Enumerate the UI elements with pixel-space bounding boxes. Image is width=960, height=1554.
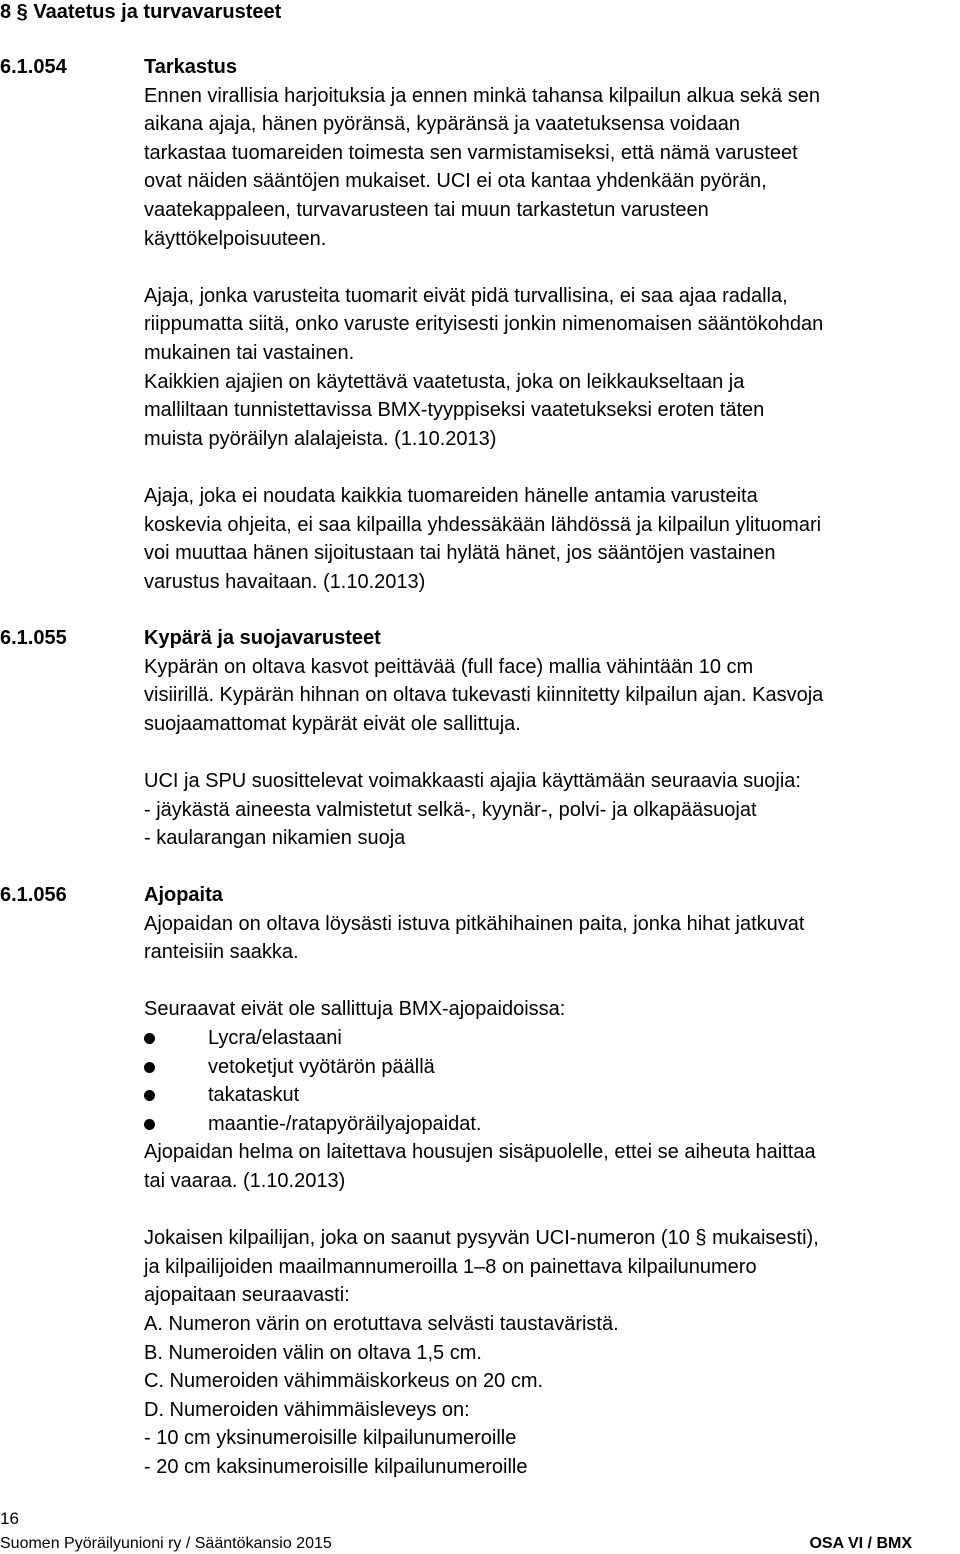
paragraph-line: varustus havaitaan. (1.10.2013)	[144, 570, 426, 593]
paragraph-line: käyttökelpoisuuteen.	[144, 227, 327, 250]
paragraph-line: voi muuttaa hänen sijoitustaan tai hylätä hänet, jos sääntöjen vastainen	[144, 542, 776, 565]
section-kypara	[144, 624, 956, 853]
paragraph-line: - jäykästä aineesta valmistetut selkä-, kyynär-, polvi- ja olkapääsuojat	[144, 798, 757, 821]
paragraph-line: C. Numeroiden vähimmäiskorkeus on 20 cm.	[144, 1370, 544, 1393]
paragraph-line: Kypärän on oltava kasvot peittävää (full face) mallia vähintään 10 cm	[144, 655, 754, 678]
paragraph-line: Ajopaidan helma on laitettava housujen sisäpuolelle, ettei se aiheuta haittaa	[144, 1141, 816, 1164]
paragraph-line: tarkastaa tuomareiden toimesta sen varmistamiseksi, että nämä varusteet	[144, 141, 798, 164]
paragraph-line: Jokaisen kilpailijan, joka on saanut pysyvän UCI-numeron (10 § mukaisesti),	[144, 1227, 819, 1250]
paragraph-line: mukainen tai vastainen.	[144, 341, 355, 364]
section-title: Ajopaita	[144, 884, 223, 906]
paragraph-line: vaatekappaleen, turvavarusteen tai muun tarkastetun varusteen	[144, 198, 709, 221]
paragraph-line: Ajopaidan on oltava löysästi istuva pitkähihainen paita, jonka hihat jatkuvat	[144, 912, 805, 935]
paragraph-line: ovat näiden sääntöjen mukaiset. UCI ei ota kantaa yhdenkään pyörän,	[144, 170, 767, 193]
paragraph-line: Seuraavat eivät ole sallittuja BMX-ajopaidoissa:	[144, 998, 566, 1021]
paragraph-line: D. Numeroiden vähimmäisleveys on:	[144, 1398, 470, 1421]
paragraph-line: suojaamattomat kypärät eivät ole sallittuja.	[144, 712, 521, 735]
paragraph-line: visiirillä. Kypärän hihnan on oltava tukevasti kiinnitetty kilpailun ajan. Kasvoja	[144, 684, 824, 707]
page-number: 16	[0, 1509, 19, 1528]
section-title: Tarkastus	[144, 56, 238, 78]
paragraph-line: A. Numeron värin on erotuttava selvästi taustaväristä.	[144, 1312, 619, 1335]
paragraph-line: ranteisiin saakka.	[144, 941, 299, 964]
paragraph-line: Kaikkien ajajien on käytettävä vaatetusta, joka on leikkaukseltaan ja	[144, 370, 745, 393]
chapter-heading: 8 § Vaatetus ja turvavarusteet	[0, 1, 282, 23]
paragraph-line: - 10 cm yksinumeroisille kilpailunumeroille	[144, 1427, 517, 1450]
bullet-item: takataskut	[144, 1081, 956, 1110]
bullet-dot-icon	[144, 1033, 155, 1044]
section-number: 6.1.054	[0, 56, 67, 78]
paragraph-line: koskevia ohjeita, ei saa kilpailla yhdessäkään lähdössä ja kilpailun ylituomari	[144, 513, 822, 536]
bullet-dot-icon	[144, 1119, 155, 1130]
paragraph-line: UCI ja SPU suosittelevat voimakkaasti ajajia käyttämään seuraavia suojia:	[144, 769, 801, 792]
paragraph-line: muista pyöräilyn alalajeista. (1.10.2013)	[144, 427, 497, 450]
paragraph-line: malliltaan tunnistettavissa BMX-tyyppiseksi vaatetukseksi eroten täten	[144, 399, 765, 422]
bullet-item: vetoketjut vyötärön päällä	[144, 1053, 956, 1082]
paragraph-line: ajopaitaan seuraavasti:	[144, 1284, 350, 1307]
paragraph-line: Ajaja, joka ei noudata kaikkia tuomareiden hänelle antamia varusteita	[144, 484, 758, 507]
paragraph-line: ja kilpailijoiden maailmannumeroilla 1–8 on painettava kilpailunumero	[144, 1255, 757, 1278]
section-tarkastus	[144, 53, 956, 596]
bullet-dot-icon	[144, 1090, 155, 1101]
footer-part: OSA VI / BMX	[809, 1535, 912, 1552]
section-title: Kypärä ja suojavarusteet	[144, 627, 381, 649]
section-ajopaita	[144, 881, 956, 1481]
paragraph-line: riippumatta siitä, onko varuste erityisesti jonkin nimenomaisen sääntökohdan	[144, 313, 824, 336]
paragraph-line: - kaularangan nikamien suoja	[144, 827, 406, 850]
bullet-dot-icon	[144, 1062, 155, 1073]
footer-publisher: Suomen Pyöräilyunioni ry / Sääntökansio 2015	[0, 1535, 332, 1552]
paragraph-line: aikana ajaja, hänen pyöränsä, kypäränsä ja vaatetuksensa voidaan	[144, 113, 740, 136]
paragraph-line: Ennen virallisia harjoituksia ja ennen minkä tahansa kilpailun alkua sekä sen	[144, 84, 820, 107]
section-number: 6.1.055	[0, 627, 67, 649]
bullet-item: maantie-/ratapyöräilyajopaidat.	[144, 1110, 956, 1139]
bullet-item: Lycra/elastaani	[144, 1024, 956, 1053]
section-number: 6.1.056	[0, 884, 67, 906]
paragraph-line: - 20 cm kaksinumeroisille kilpailunumeroille	[144, 1455, 528, 1478]
paragraph-line: B. Numeroiden välin on oltava 1,5 cm.	[144, 1341, 482, 1364]
paragraph-line: Ajaja, jonka varusteita tuomarit eivät pidä turvallisina, ei saa ajaa radalla,	[144, 284, 788, 307]
paragraph-line: tai vaaraa. (1.10.2013)	[144, 1169, 346, 1192]
